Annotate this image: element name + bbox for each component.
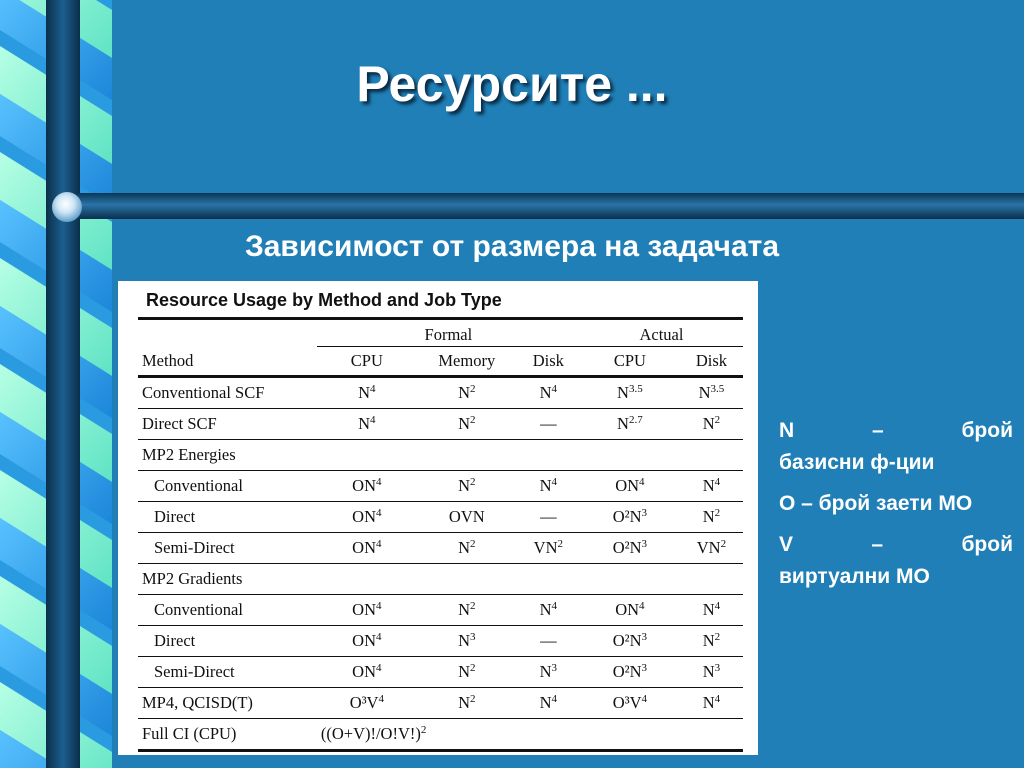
column-header-formal-disk: Disk [517, 347, 580, 377]
row-cell [317, 595, 417, 626]
cell-base: OVN [448, 507, 485, 526]
horizontal-divider-bar [60, 193, 1024, 219]
note-v-dash: – [871, 533, 884, 556]
cell-exponent: 4 [376, 476, 382, 488]
cell-exponent: 4 [370, 383, 376, 395]
row-cell [417, 471, 517, 502]
slide-subtitle: Зависимост от размера на задачата [244, 230, 780, 263]
note-n-rest: базисни ф-ции [779, 451, 935, 474]
cell-base: N [458, 538, 470, 557]
cell-base: VN [696, 538, 721, 557]
cell-base: N [458, 414, 470, 433]
row-cell [580, 377, 680, 409]
table-row [138, 626, 743, 657]
cell-exponent: 2.7 [628, 414, 643, 426]
cell-base: N [458, 693, 470, 712]
cell-base: ON [352, 538, 376, 557]
row-cell [417, 533, 517, 564]
cell-exponent: 2 [470, 538, 476, 550]
cell-exponent: 4 [378, 693, 384, 705]
table-row [138, 688, 743, 719]
cell-base: — [540, 414, 557, 433]
cell-base: N [702, 600, 715, 619]
cell-exponent: 2 [720, 538, 727, 550]
table-row [138, 502, 743, 533]
row-cell [517, 502, 580, 533]
note-n-word: брой [961, 419, 1013, 442]
cell-exponent: 2 [714, 507, 721, 519]
cell-base: ON [352, 662, 376, 681]
row-cell [317, 533, 417, 564]
table-row [138, 377, 743, 409]
column-header-method: Method [138, 347, 317, 377]
cell-exponent: 4 [551, 693, 558, 705]
cell-exponent: 4 [376, 631, 382, 643]
cell-exponent: 3 [641, 631, 647, 643]
cell-base: O²N [612, 507, 642, 526]
cell-exponent: 2 [714, 631, 721, 643]
cell-base: — [540, 631, 557, 650]
cell-base: N [539, 476, 552, 495]
row-cell [580, 595, 680, 626]
cell-base: N [539, 662, 552, 681]
cell-exponent: 3 [714, 662, 721, 674]
row-cell [417, 626, 517, 657]
cell-base: N [458, 662, 470, 681]
row-method: MP2 Energies [138, 440, 317, 471]
row-method: Semi-Direct [138, 657, 317, 688]
note-o: O – брой заети МО [779, 492, 973, 515]
row-cell [680, 377, 743, 409]
row-cell [517, 533, 580, 564]
row-cell [417, 502, 517, 533]
slide-title: Ресурсите ... [356, 56, 668, 112]
note-v [779, 529, 1013, 593]
row-cell-full-ci [317, 719, 743, 751]
group-header-formal: Formal [317, 319, 580, 347]
legend-notes [779, 415, 1013, 602]
cell-exponent: 4 [376, 662, 382, 674]
cell-exponent: 2 [714, 414, 721, 426]
column-header-actual-cpu: CPU [580, 347, 680, 377]
group-header-actual: Actual [580, 319, 743, 347]
cell-exponent: 3 [470, 631, 476, 643]
cell-base: — [540, 507, 557, 526]
cell-exponent: 2 [420, 724, 427, 736]
row-cell [317, 626, 417, 657]
cell-base: N [458, 476, 470, 495]
row-cell [680, 595, 743, 626]
divider-knob [52, 192, 82, 222]
cell-exponent: 4 [551, 600, 558, 612]
row-cell [417, 377, 517, 409]
cell-exponent: 4 [376, 538, 382, 550]
row-cell [517, 595, 580, 626]
cell-base: N [358, 414, 371, 433]
row-cell [580, 688, 680, 719]
cell-base: N [539, 600, 552, 619]
note-n-dash: – [871, 419, 884, 442]
cell-base: N [458, 600, 470, 619]
cell-base: N [702, 693, 715, 712]
row-cell [317, 688, 417, 719]
cell-base: O²N [612, 631, 642, 650]
cell-base: N [617, 383, 629, 402]
row-cell [680, 564, 743, 595]
note-n-symbol: N [779, 419, 795, 442]
note-v-word: брой [961, 533, 1013, 556]
cell-base: N [458, 631, 470, 650]
cell-exponent: 3.5 [710, 383, 725, 395]
cell-base: ON [352, 600, 376, 619]
cell-exponent: 2 [470, 600, 476, 612]
row-cell [417, 688, 517, 719]
column-header-formal-cpu: CPU [317, 347, 417, 377]
row-cell [517, 377, 580, 409]
cell-exponent: 3 [641, 507, 647, 519]
row-cell [580, 626, 680, 657]
cell-exponent: 2 [470, 693, 476, 705]
row-cell [680, 533, 743, 564]
cell-base: ON [615, 600, 640, 619]
row-method: Direct [138, 626, 317, 657]
row-cell [317, 471, 417, 502]
cell-base: N [702, 414, 715, 433]
row-cell [317, 502, 417, 533]
table-row [138, 409, 743, 440]
row-method: Conventional [138, 595, 317, 626]
row-cell [680, 626, 743, 657]
row-cell [517, 657, 580, 688]
cell-base: O²N [612, 538, 642, 557]
row-cell [580, 564, 680, 595]
row-cell [580, 471, 680, 502]
row-cell [680, 657, 743, 688]
cell-exponent: 4 [714, 600, 721, 612]
cell-exponent: 2 [557, 538, 563, 550]
cell-exponent: 4 [714, 476, 721, 488]
table-row [138, 657, 743, 688]
row-cell [580, 657, 680, 688]
table-caption: Resource Usage by Method and Job Type [146, 290, 502, 310]
cell-exponent: 4 [714, 693, 721, 705]
cell-base: N [539, 383, 552, 402]
column-header-actual-disk: Disk [680, 347, 743, 377]
resource-usage-table-image [118, 281, 758, 755]
cell-base: N [702, 476, 715, 495]
cell-exponent: 4 [376, 507, 382, 519]
row-cell [417, 440, 517, 471]
cell-base: ON [352, 476, 376, 495]
row-cell [317, 377, 417, 409]
cell-base: N [702, 662, 715, 681]
note-v-symbol: V [779, 533, 794, 556]
cell-base: N [539, 693, 552, 712]
row-cell [517, 440, 580, 471]
row-cell [580, 440, 680, 471]
row-cell [417, 564, 517, 595]
row-method: Full CI (CPU) [138, 719, 317, 751]
row-cell [580, 502, 680, 533]
cell-base: N [358, 383, 371, 402]
cell-exponent: 2 [470, 476, 476, 488]
table-row [138, 440, 743, 471]
table-row [138, 719, 743, 751]
table-row [138, 564, 743, 595]
cell-base: ((O+V)!/O!V!) [320, 724, 421, 743]
row-cell [317, 564, 417, 595]
cell-exponent: 2 [470, 383, 476, 395]
cell-exponent: 4 [370, 414, 376, 426]
row-method: Conventional SCF [138, 377, 317, 409]
cell-exponent: 4 [376, 600, 382, 612]
row-cell [680, 471, 743, 502]
row-method: MP4, QCISD(T) [138, 688, 317, 719]
note-n [779, 415, 1013, 479]
cell-exponent: 4 [641, 693, 647, 705]
row-cell [680, 409, 743, 440]
cell-exponent: 4 [551, 476, 558, 488]
row-cell [517, 564, 580, 595]
row-method: Direct [138, 502, 317, 533]
cell-exponent: 3 [551, 662, 558, 674]
cell-base: ON [352, 631, 376, 650]
row-cell [517, 688, 580, 719]
row-method: MP2 Gradients [138, 564, 317, 595]
cell-exponent: 4 [551, 383, 558, 395]
cell-base: VN [533, 538, 558, 557]
table-row [138, 533, 743, 564]
row-cell [317, 409, 417, 440]
decorative-ribbon [0, 0, 112, 768]
cell-exponent: 4 [639, 600, 645, 612]
row-cell [417, 595, 517, 626]
row-cell [517, 471, 580, 502]
row-method: Conventional [138, 471, 317, 502]
row-cell [580, 533, 680, 564]
cell-exponent: 2 [470, 662, 476, 674]
row-cell [517, 626, 580, 657]
cell-base: O²N [612, 662, 642, 681]
cell-base: N [698, 383, 711, 402]
resource-usage-table [138, 317, 743, 752]
row-cell [680, 688, 743, 719]
cell-base: N [458, 383, 470, 402]
cell-exponent: 2 [470, 414, 476, 426]
cell-base: O³V [612, 693, 642, 712]
cell-exponent: 3.5 [628, 383, 643, 395]
row-method: Direct SCF [138, 409, 317, 440]
row-cell [517, 409, 580, 440]
table-row [138, 595, 743, 626]
cell-base: N [702, 631, 715, 650]
note-v-rest: виртуални МО [779, 565, 930, 588]
cell-base: N [702, 507, 715, 526]
row-cell [417, 657, 517, 688]
cell-base: ON [615, 476, 640, 495]
cell-exponent: 3 [641, 538, 647, 550]
table-row [138, 471, 743, 502]
row-cell [580, 409, 680, 440]
row-cell [680, 502, 743, 533]
cell-base: ON [352, 507, 376, 526]
row-cell [680, 440, 743, 471]
row-cell [417, 409, 517, 440]
row-cell [317, 440, 417, 471]
cell-base: N [617, 414, 629, 433]
column-header-formal-memory: Memory [417, 347, 517, 377]
row-method: Semi-Direct [138, 533, 317, 564]
row-cell [317, 657, 417, 688]
cell-exponent: 4 [639, 476, 645, 488]
cell-base: O³V [349, 693, 379, 712]
cell-exponent: 3 [641, 662, 647, 674]
